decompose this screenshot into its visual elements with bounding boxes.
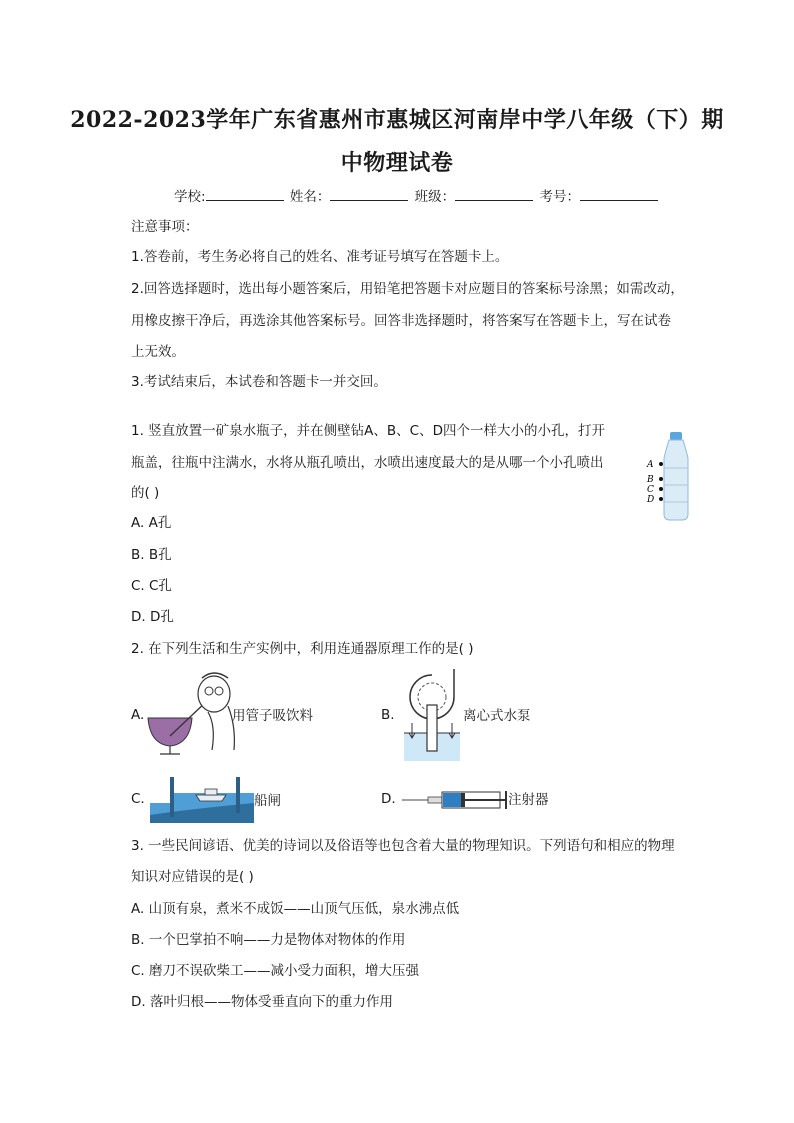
ship bbox=[196, 795, 226, 801]
label-a: A bbox=[647, 460, 654, 470]
q1-option-c[interactable]: C. C孔 bbox=[131, 578, 172, 594]
q2-stem: 2. 在下列生活和生产实例中，利用连通器原理工作的是( ) bbox=[131, 641, 474, 657]
q3-option-b[interactable]: B. 一个巴掌拍不响——力是物体对物体的作用 bbox=[131, 932, 406, 948]
q1-option-a[interactable]: A. A孔 bbox=[131, 515, 172, 531]
exam-no-label: 考号： bbox=[539, 189, 580, 205]
info-row bbox=[174, 186, 658, 207]
notice-item-1: 1.答卷前，考生务必将自己的姓名、准考证号填写在答题卡上。 bbox=[131, 249, 509, 265]
q3-line2: 知识对应错误的是( ) bbox=[131, 869, 254, 885]
school-blank[interactable] bbox=[206, 186, 284, 201]
label-b: B bbox=[647, 475, 654, 485]
q1-line1: 1. 竖直放置一矿泉水瓶子，并在侧壁钻A、B、C、D四个一样大小的小孔，打开 bbox=[131, 423, 605, 439]
q2-option-d-text: 注射器 bbox=[508, 792, 549, 808]
syringe-hub bbox=[428, 797, 442, 803]
notice-item-2-line3: 上无效。 bbox=[131, 344, 185, 360]
name-blank[interactable] bbox=[330, 186, 408, 201]
bottle-cap bbox=[670, 432, 682, 440]
water-bottle-figure bbox=[642, 430, 692, 525]
exam-no-blank[interactable] bbox=[580, 186, 658, 201]
q1-option-d[interactable]: D. D孔 bbox=[131, 609, 174, 625]
hole-c bbox=[659, 487, 663, 491]
page-title-line2: 中物理试卷 bbox=[340, 150, 454, 176]
person-head bbox=[198, 676, 230, 712]
class-label: 班级： bbox=[414, 189, 456, 205]
q3-line1: 3. 一些民间谚语、优美的诗词以及俗语等也包含着大量的物理知识。下列语句和相应的物理 bbox=[131, 838, 675, 854]
notice-item-2-line1: 2.回答选择题时，选出每小题答案后，用铅笔把答题卡对应题目的答案标号涂黑；如需改动， bbox=[131, 281, 684, 297]
bottle-body bbox=[664, 440, 688, 520]
notice-item-3: 3.考试结束后，本试卷和答题卡一并交回。 bbox=[131, 374, 387, 390]
q2-option-a-text: 用管子吸饮料 bbox=[232, 708, 313, 724]
q1-line3: 的( ) bbox=[131, 485, 160, 501]
lock-gate-left bbox=[170, 777, 174, 817]
notice-item-2-line2: 用橡皮擦干净后，再选涂其他答案标号。回答非选择题时，将答案写在答题卡上，写在试卷 bbox=[131, 313, 671, 329]
q2-option-b-letter[interactable]: B. bbox=[381, 707, 395, 723]
q2-option-a-letter[interactable]: A. bbox=[131, 707, 145, 723]
label-d: D bbox=[647, 495, 655, 505]
notice-heading: 注意事项： bbox=[131, 219, 199, 235]
class-blank[interactable] bbox=[455, 186, 533, 201]
drinking-straw-figure bbox=[146, 670, 236, 756]
syringe-liquid bbox=[443, 793, 461, 807]
page-title-line1: 2022-2023学年广东省惠州市惠城区河南岸中学八年级（下）期 bbox=[70, 107, 724, 133]
centrifugal-pump-figure bbox=[402, 667, 462, 763]
hole-b bbox=[659, 477, 663, 481]
person-body bbox=[208, 706, 234, 750]
ship-lock-figure bbox=[150, 773, 254, 823]
q3-option-c[interactable]: C. 磨刀不误砍柴工——减小受力面积，增大压强 bbox=[131, 963, 420, 979]
q3-option-a[interactable]: A. 山顶有泉，煮米不成饭——山顶气压低，泉水沸点低 bbox=[131, 901, 460, 917]
q2-option-d-letter[interactable]: D. bbox=[381, 791, 396, 807]
syringe-plunger-head bbox=[461, 793, 465, 807]
ship-cabin bbox=[205, 789, 217, 795]
q1-option-b[interactable]: B. B孔 bbox=[131, 547, 172, 563]
hole-a bbox=[659, 462, 663, 466]
q2-option-b-text: 离心式水泵 bbox=[463, 708, 531, 724]
label-c: C bbox=[647, 485, 654, 495]
q1-line2: 瓶盖，往瓶中注满水，水将从瓶孔喷出，水喷出速度最大的是从哪一个小孔喷出 bbox=[131, 455, 604, 471]
inlet-pipe bbox=[427, 705, 437, 751]
syringe-figure bbox=[402, 787, 514, 813]
q3-option-d[interactable]: D. 落叶归根——物体受垂直向下的重力作用 bbox=[131, 994, 393, 1010]
school-label: 学校: bbox=[174, 189, 206, 205]
name-label: 姓名： bbox=[289, 189, 331, 205]
q2-option-c-text: 船闸 bbox=[254, 793, 281, 809]
lock-gate-right bbox=[236, 777, 240, 813]
q2-option-c-letter[interactable]: C. bbox=[131, 791, 145, 807]
hole-d bbox=[659, 497, 663, 501]
